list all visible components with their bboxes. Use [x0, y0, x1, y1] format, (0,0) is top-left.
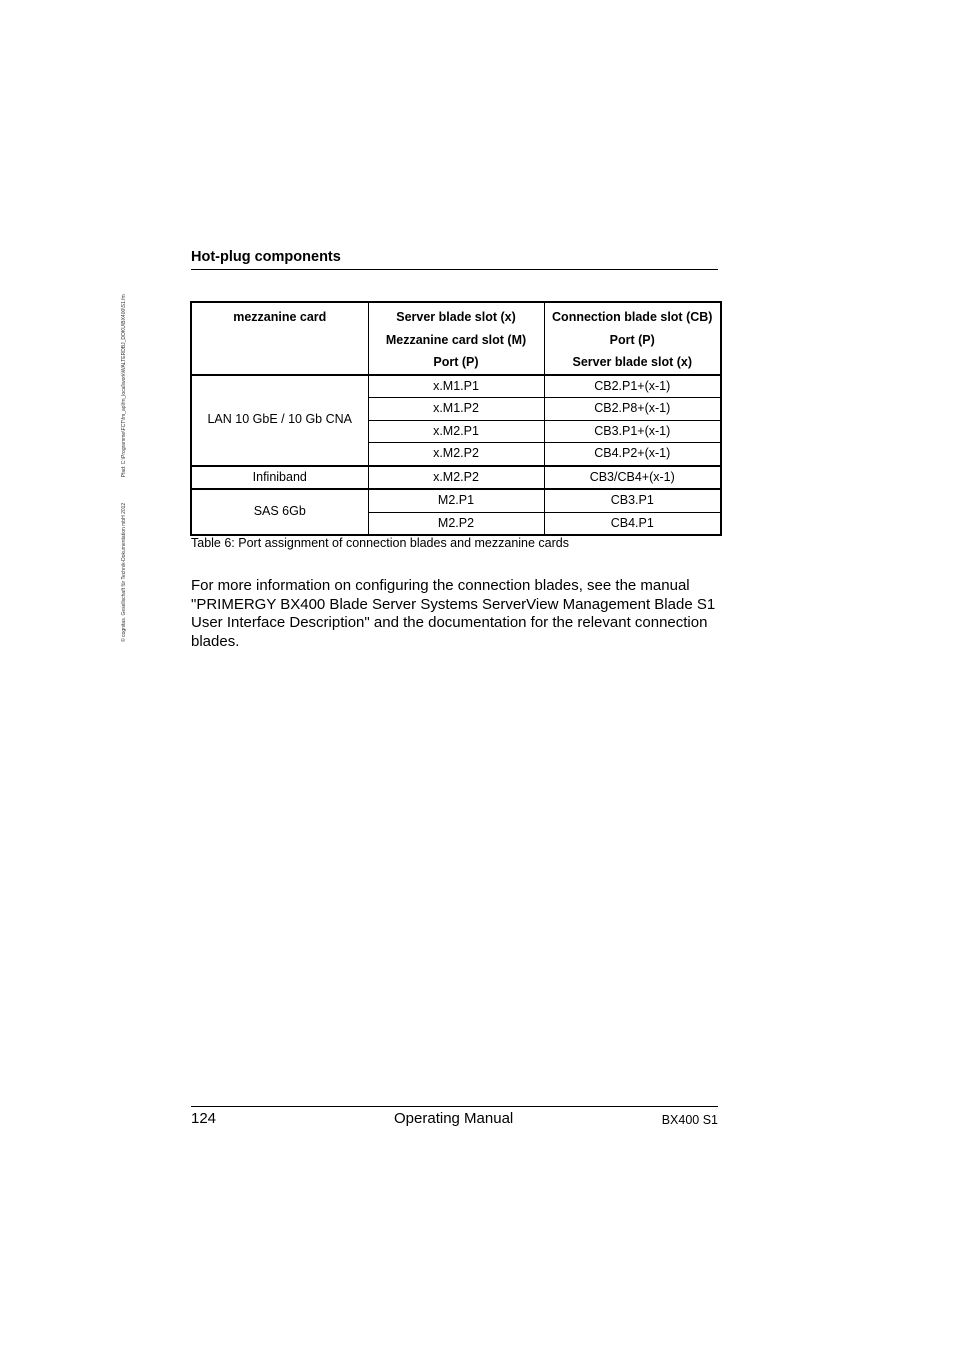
table-row	[191, 375, 721, 398]
page-footer	[191, 1106, 718, 1130]
model-name: BX400 S1	[661, 1113, 718, 1127]
slot-cell: x.M1.P1	[368, 375, 544, 398]
connection-blade-cell: CB4.P2+(x-1)	[544, 443, 721, 466]
port-assignment-table	[190, 301, 722, 536]
header-connection-blade-slot: Connection blade slot (CB) Port (P) Server blade slot (x)	[544, 302, 721, 375]
connection-blade-cell: CB2.P8+(x-1)	[544, 398, 721, 421]
table-row	[191, 466, 721, 490]
copyright-note: © cognitas. Gesellschaft für Technik-Dokumentation mbH 2012	[121, 502, 127, 642]
table-header-row	[191, 302, 721, 375]
file-path-note: Pfad: C:\Programme\FCT\fm_ap\fm_local\work\WALTERDBJ_DOKU\BX400\S1.fm	[121, 294, 127, 478]
slot-cell: x.M2.P1	[368, 420, 544, 443]
mezzanine-card-cell: Infiniband	[191, 466, 368, 490]
slot-cell: M2.P1	[368, 489, 544, 512]
header-server-blade-slot: Server blade slot (x) Mezzanine card slot (M) Port (P)	[368, 302, 544, 375]
connection-blade-cell: CB2.P1+(x-1)	[544, 375, 721, 398]
manual-title: Operating Manual	[394, 1110, 514, 1127]
connection-blade-cell: CB3.P1+(x-1)	[544, 420, 721, 443]
slot-cell: x.M2.P2	[368, 466, 544, 490]
side-margin-note	[118, 240, 130, 642]
mezzanine-card-cell: SAS 6Gb	[191, 489, 368, 535]
connection-blade-cell: CB3/CB4+(x-1)	[544, 466, 721, 490]
header-mezzanine-card: mezzanine card	[191, 302, 368, 375]
section-title: Hot-plug components	[191, 249, 341, 265]
page-number: 124	[191, 1110, 217, 1127]
page-header	[191, 248, 718, 270]
mezzanine-card-cell: LAN 10 GbE / 10 Gb CNA	[191, 375, 368, 466]
table-row	[191, 489, 721, 512]
slot-cell: M2.P2	[368, 512, 544, 535]
body-paragraph: For more information on configuring the connection blades, see the manual "PRIMERGY BX400 Blade Server Systems ServerView Management Blade S1 User Interface Description" and the documentation for the relevant connection blades.	[191, 577, 716, 650]
connection-blade-cell: CB3.P1	[544, 489, 721, 512]
connection-blade-cell: CB4.P1	[544, 512, 721, 535]
slot-cell: x.M1.P2	[368, 398, 544, 421]
table-caption: Table 6: Port assignment of connection blades and mezzanine cards	[191, 536, 570, 550]
slot-cell: x.M2.P2	[368, 443, 544, 466]
